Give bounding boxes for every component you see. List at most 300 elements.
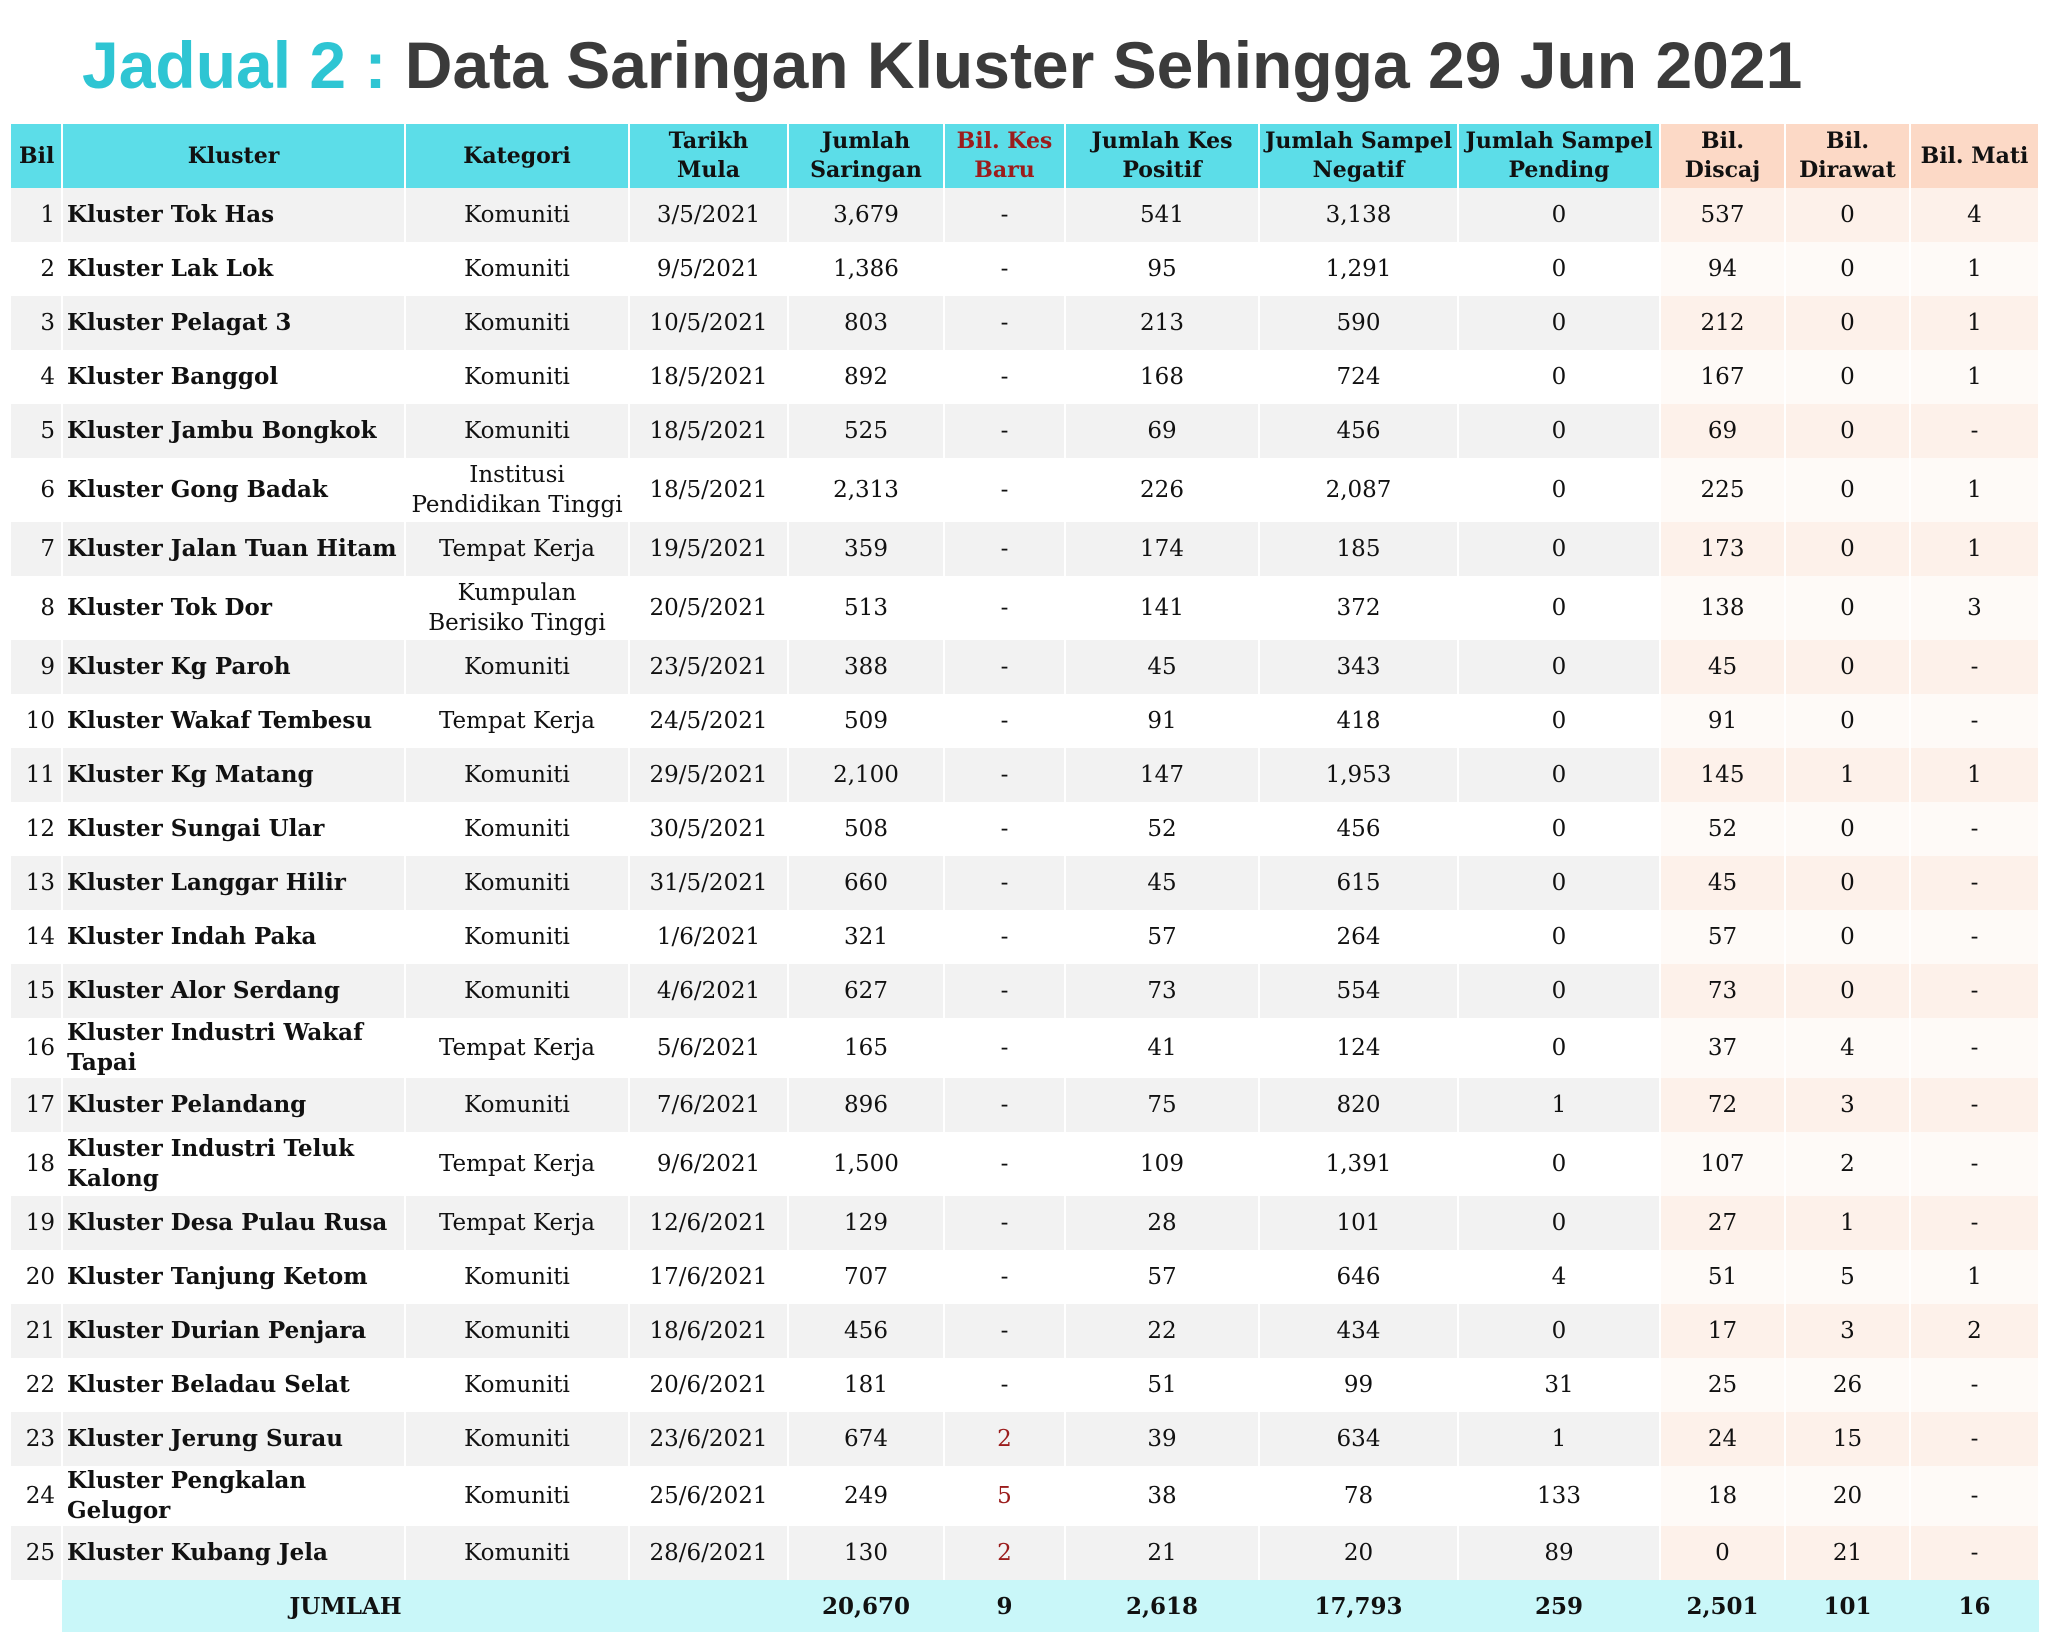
cell-kluster: Kluster Industri Teluk Kalong: [62, 1132, 405, 1196]
cell-bil-kes-baru: 5: [944, 1466, 1065, 1526]
cell-jumlah-kes-positif: 41: [1065, 1018, 1259, 1078]
cell-bil: 6: [11, 458, 62, 522]
table-row: [11, 964, 2039, 1018]
cell-bil-discaj: 212: [1660, 296, 1785, 350]
table-row: [11, 1304, 2039, 1358]
cell-jumlah-sampel-negatif: 554: [1259, 964, 1458, 1018]
cell-tarikh-mula: 3/5/2021: [629, 188, 788, 242]
table-row: [11, 576, 2039, 640]
cell-jumlah-sampel-pending: 0: [1458, 1132, 1660, 1196]
cell-jumlah-sampel-negatif: 634: [1259, 1412, 1458, 1466]
cell-jumlah-sampel-pending: 133: [1458, 1466, 1660, 1526]
cell-jumlah-kes-positif: 57: [1065, 1250, 1259, 1304]
cell-tarikh-mula: 20/5/2021: [629, 576, 788, 640]
col-header-bil-kes-baru: Bil. Kes Baru: [944, 124, 1065, 188]
cell-bil-dirawat: 0: [1785, 242, 1910, 296]
cell-kluster: Kluster Durian Penjara: [62, 1304, 405, 1358]
cell-jumlah-kes-positif: 57: [1065, 910, 1259, 964]
cell-jumlah-kes-positif: 541: [1065, 188, 1259, 242]
cell-bil-dirawat: 0: [1785, 964, 1910, 1018]
cell-jumlah-sampel-negatif: 99: [1259, 1358, 1458, 1412]
cell-jumlah-sampel-negatif: 646: [1259, 1250, 1458, 1304]
cell-kategori: Komuniti: [405, 242, 629, 296]
cell-bil-dirawat: 0: [1785, 296, 1910, 350]
total-spacer: [11, 1580, 62, 1632]
total-sampel-negatif: 17,793: [1259, 1580, 1458, 1632]
cell-kategori: Komuniti: [405, 1358, 629, 1412]
cell-jumlah-sampel-pending: 0: [1458, 1018, 1660, 1078]
col-header-bil-dirawat: Bil. Dirawat: [1785, 124, 1910, 188]
cell-bil-dirawat: 0: [1785, 576, 1910, 640]
cell-bil-dirawat: 0: [1785, 458, 1910, 522]
col-header-kategori: Kategori: [405, 124, 629, 188]
cell-tarikh-mula: 1/6/2021: [629, 910, 788, 964]
cell-jumlah-sampel-pending: 0: [1458, 964, 1660, 1018]
cell-tarikh-mula: 7/6/2021: [629, 1078, 788, 1132]
cell-jumlah-kes-positif: 168: [1065, 350, 1259, 404]
cell-kategori: Institusi Pendidikan Tinggi: [405, 458, 629, 522]
cell-kluster: Kluster Beladau Selat: [62, 1358, 405, 1412]
cell-bil-discaj: 173: [1660, 522, 1785, 576]
cell-jumlah-saringan: 130: [788, 1526, 944, 1580]
cell-bil: 25: [11, 1526, 62, 1580]
cell-bil-kes-baru: -: [944, 1250, 1065, 1304]
table-body: [11, 188, 2039, 1580]
cell-jumlah-kes-positif: 69: [1065, 404, 1259, 458]
cell-tarikh-mula: 18/5/2021: [629, 458, 788, 522]
cell-jumlah-kes-positif: 141: [1065, 576, 1259, 640]
cell-kategori: Tempat Kerja: [405, 694, 629, 748]
cell-bil: 10: [11, 694, 62, 748]
cell-bil-mati: -: [1910, 1078, 2039, 1132]
cell-bil-mati: 4: [1910, 188, 2039, 242]
cell-kluster: Kluster Gong Badak: [62, 458, 405, 522]
cell-jumlah-saringan: 896: [788, 1078, 944, 1132]
table-row: [11, 694, 2039, 748]
cell-tarikh-mula: 20/6/2021: [629, 1358, 788, 1412]
cell-bil-mati: 3: [1910, 576, 2039, 640]
cell-bil-mati: -: [1910, 1132, 2039, 1196]
cell-jumlah-sampel-pending: 0: [1458, 458, 1660, 522]
cell-bil: 8: [11, 576, 62, 640]
cell-bil-mati: 1: [1910, 1250, 2039, 1304]
cell-bil-discaj: 18: [1660, 1466, 1785, 1526]
cell-jumlah-kes-positif: 91: [1065, 694, 1259, 748]
cell-bil-dirawat: 26: [1785, 1358, 1910, 1412]
cell-bil-kes-baru: 2: [944, 1526, 1065, 1580]
cell-jumlah-kes-positif: 109: [1065, 1132, 1259, 1196]
cell-bil-discaj: 0: [1660, 1526, 1785, 1580]
cell-tarikh-mula: 5/6/2021: [629, 1018, 788, 1078]
cell-kluster: Kluster Banggol: [62, 350, 405, 404]
cell-kluster: Kluster Kg Matang: [62, 748, 405, 802]
cell-bil-dirawat: 3: [1785, 1078, 1910, 1132]
cell-jumlah-sampel-negatif: 3,138: [1259, 188, 1458, 242]
cell-jumlah-kes-positif: 45: [1065, 640, 1259, 694]
cell-bil-dirawat: 0: [1785, 910, 1910, 964]
table-row: [11, 1196, 2039, 1250]
cell-bil-dirawat: 2: [1785, 1132, 1910, 1196]
table-row: [11, 296, 2039, 350]
cell-bil-kes-baru: -: [944, 1132, 1065, 1196]
cell-tarikh-mula: 23/5/2021: [629, 640, 788, 694]
cell-bil-discaj: 107: [1660, 1132, 1785, 1196]
cell-jumlah-saringan: 627: [788, 964, 944, 1018]
cell-bil-mati: -: [1910, 640, 2039, 694]
table-header-row: [11, 124, 2039, 188]
cell-jumlah-saringan: 249: [788, 1466, 944, 1526]
title-prefix: Jadual 2 :: [82, 28, 387, 102]
cell-tarikh-mula: 31/5/2021: [629, 856, 788, 910]
cell-jumlah-saringan: 803: [788, 296, 944, 350]
cell-bil-kes-baru: -: [944, 242, 1065, 296]
total-sampel-pending: 259: [1458, 1580, 1660, 1632]
cell-bil-dirawat: 15: [1785, 1412, 1910, 1466]
cell-jumlah-sampel-negatif: 1,391: [1259, 1132, 1458, 1196]
table-row: [11, 802, 2039, 856]
cell-jumlah-kes-positif: 52: [1065, 802, 1259, 856]
cell-bil-kes-baru: -: [944, 748, 1065, 802]
table-row: [11, 910, 2039, 964]
cell-jumlah-sampel-pending: 0: [1458, 350, 1660, 404]
table-row: [11, 522, 2039, 576]
cell-tarikh-mula: 28/6/2021: [629, 1526, 788, 1580]
col-header-tarikh-mula: Tarikh Mula: [629, 124, 788, 188]
cell-bil-dirawat: 5: [1785, 1250, 1910, 1304]
cell-jumlah-saringan: 321: [788, 910, 944, 964]
total-kes-baru: 9: [944, 1580, 1065, 1632]
cell-bil-mati: 2: [1910, 1304, 2039, 1358]
cell-bil-mati: -: [1910, 964, 2039, 1018]
cell-bil-kes-baru: -: [944, 404, 1065, 458]
cell-bil: 11: [11, 748, 62, 802]
cell-bil-dirawat: 0: [1785, 856, 1910, 910]
cell-bil-kes-baru: -: [944, 350, 1065, 404]
table-row: [11, 1078, 2039, 1132]
cell-jumlah-saringan: 359: [788, 522, 944, 576]
cell-jumlah-saringan: 2,100: [788, 748, 944, 802]
cell-jumlah-saringan: 513: [788, 576, 944, 640]
cell-tarikh-mula: 23/6/2021: [629, 1412, 788, 1466]
cell-bil-kes-baru: -: [944, 640, 1065, 694]
cell-bil-dirawat: 20: [1785, 1466, 1910, 1526]
cell-bil-dirawat: 4: [1785, 1018, 1910, 1078]
cell-bil-discaj: 167: [1660, 350, 1785, 404]
cell-jumlah-sampel-pending: 1: [1458, 1078, 1660, 1132]
cell-jumlah-kes-positif: 147: [1065, 748, 1259, 802]
cell-kategori: Tempat Kerja: [405, 1018, 629, 1078]
cell-tarikh-mula: 18/5/2021: [629, 350, 788, 404]
cell-jumlah-saringan: 1,500: [788, 1132, 944, 1196]
table-row: [11, 748, 2039, 802]
cell-jumlah-sampel-negatif: 101: [1259, 1196, 1458, 1250]
cell-bil: 5: [11, 404, 62, 458]
cell-jumlah-saringan: 3,679: [788, 188, 944, 242]
cell-bil: 22: [11, 1358, 62, 1412]
cell-kluster: Kluster Indah Paka: [62, 910, 405, 964]
cell-jumlah-kes-positif: 38: [1065, 1466, 1259, 1526]
cell-tarikh-mula: 30/5/2021: [629, 802, 788, 856]
cell-jumlah-kes-positif: 45: [1065, 856, 1259, 910]
cell-jumlah-kes-positif: 39: [1065, 1412, 1259, 1466]
col-header-jumlah-kes-positif: Jumlah Kes Positif: [1065, 124, 1259, 188]
cell-kategori: Kumpulan Berisiko Tinggi: [405, 576, 629, 640]
cell-kategori: Komuniti: [405, 910, 629, 964]
cell-bil-dirawat: 0: [1785, 350, 1910, 404]
cell-bil-discaj: 45: [1660, 640, 1785, 694]
cell-bil-kes-baru: -: [944, 856, 1065, 910]
cell-jumlah-sampel-negatif: 372: [1259, 576, 1458, 640]
col-header-jumlah-sampel-pending: Jumlah Sampel Pending: [1458, 124, 1660, 188]
cell-tarikh-mula: 18/5/2021: [629, 404, 788, 458]
cell-kategori: Komuniti: [405, 404, 629, 458]
col-header-kluster: Kluster: [62, 124, 405, 188]
cell-bil-mati: 1: [1910, 522, 2039, 576]
cell-kategori: Komuniti: [405, 188, 629, 242]
cell-tarikh-mula: 24/5/2021: [629, 694, 788, 748]
cell-tarikh-mula: 19/5/2021: [629, 522, 788, 576]
table-row: [11, 1132, 2039, 1196]
cell-jumlah-saringan: 456: [788, 1304, 944, 1358]
cell-jumlah-sampel-negatif: 264: [1259, 910, 1458, 964]
cell-bil-mati: -: [1910, 856, 2039, 910]
cell-bil-kes-baru: -: [944, 1018, 1065, 1078]
cell-jumlah-sampel-pending: 0: [1458, 576, 1660, 640]
cell-jumlah-saringan: 2,313: [788, 458, 944, 522]
cell-bil-discaj: 45: [1660, 856, 1785, 910]
cell-bil-dirawat: 3: [1785, 1304, 1910, 1358]
cell-jumlah-sampel-pending: 0: [1458, 522, 1660, 576]
total-dirawat: 101: [1785, 1580, 1910, 1632]
cell-kategori: Komuniti: [405, 1466, 629, 1526]
cell-bil-mati: 1: [1910, 296, 2039, 350]
table-row: [11, 1018, 2039, 1078]
cell-jumlah-sampel-pending: 31: [1458, 1358, 1660, 1412]
cell-bil-kes-baru: 2: [944, 1412, 1065, 1466]
cell-bil-mati: -: [1910, 1358, 2039, 1412]
cell-jumlah-saringan: 165: [788, 1018, 944, 1078]
cell-jumlah-sampel-negatif: 343: [1259, 640, 1458, 694]
table-row: [11, 350, 2039, 404]
cell-bil: 23: [11, 1412, 62, 1466]
col-header-jumlah-saringan: Jumlah Saringan: [788, 124, 944, 188]
cell-jumlah-kes-positif: 213: [1065, 296, 1259, 350]
cell-bil-kes-baru: -: [944, 694, 1065, 748]
cell-bil: 21: [11, 1304, 62, 1358]
cell-bil-discaj: 51: [1660, 1250, 1785, 1304]
cell-kluster: Kluster Jalan Tuan Hitam: [62, 522, 405, 576]
cell-bil-kes-baru: -: [944, 910, 1065, 964]
cell-bil-mati: -: [1910, 1018, 2039, 1078]
cell-bil-kes-baru: -: [944, 296, 1065, 350]
total-kes-positif: 2,618: [1065, 1580, 1259, 1632]
cell-kluster: Kluster Pengkalan Gelugor: [62, 1466, 405, 1526]
cell-bil: 14: [11, 910, 62, 964]
cell-kategori: Komuniti: [405, 964, 629, 1018]
cell-bil-kes-baru: -: [944, 576, 1065, 640]
cell-bil-kes-baru: -: [944, 1358, 1065, 1412]
cell-kluster: Kluster Lak Lok: [62, 242, 405, 296]
cell-kategori: Komuniti: [405, 640, 629, 694]
cell-kategori: Komuniti: [405, 1078, 629, 1132]
cell-bil: 7: [11, 522, 62, 576]
cell-bil-kes-baru: -: [944, 802, 1065, 856]
cell-kluster: Kluster Wakaf Tembesu: [62, 694, 405, 748]
cell-kategori: Komuniti: [405, 1526, 629, 1580]
cell-kluster: Kluster Tok Dor: [62, 576, 405, 640]
cell-jumlah-sampel-pending: 0: [1458, 242, 1660, 296]
total-mati: 16: [1910, 1580, 2039, 1632]
table-row: [11, 1358, 2039, 1412]
cell-bil-discaj: 94: [1660, 242, 1785, 296]
table-row: [11, 458, 2039, 522]
col-header-jumlah-sampel-negatif: Jumlah Sampel Negatif: [1259, 124, 1458, 188]
cell-jumlah-sampel-pending: 0: [1458, 910, 1660, 964]
cell-jumlah-sampel-pending: 0: [1458, 694, 1660, 748]
cell-jumlah-sampel-pending: 0: [1458, 1304, 1660, 1358]
table-row: [11, 856, 2039, 910]
cell-jumlah-sampel-negatif: 590: [1259, 296, 1458, 350]
cell-bil-dirawat: 1: [1785, 748, 1910, 802]
cell-jumlah-sampel-pending: 1: [1458, 1412, 1660, 1466]
cell-bil-dirawat: 0: [1785, 522, 1910, 576]
cell-jumlah-saringan: 525: [788, 404, 944, 458]
cell-bil-dirawat: 0: [1785, 802, 1910, 856]
cell-tarikh-mula: 18/6/2021: [629, 1304, 788, 1358]
cell-kluster: Kluster Tanjung Ketom: [62, 1250, 405, 1304]
cell-bil: 3: [11, 296, 62, 350]
cell-bil-mati: -: [1910, 1526, 2039, 1580]
table-row: [11, 242, 2039, 296]
cell-jumlah-saringan: 660: [788, 856, 944, 910]
cell-kategori: Komuniti: [405, 350, 629, 404]
total-discaj: 2,501: [1660, 1580, 1785, 1632]
cell-jumlah-sampel-pending: 0: [1458, 188, 1660, 242]
cell-bil-discaj: 138: [1660, 576, 1785, 640]
cell-jumlah-sampel-pending: 0: [1458, 640, 1660, 694]
cell-jumlah-sampel-negatif: 20: [1259, 1526, 1458, 1580]
cell-jumlah-saringan: 707: [788, 1250, 944, 1304]
cluster-table: [11, 124, 2040, 1632]
cell-jumlah-sampel-negatif: 1,291: [1259, 242, 1458, 296]
cell-jumlah-sampel-pending: 0: [1458, 1196, 1660, 1250]
cell-kategori: Komuniti: [405, 1304, 629, 1358]
cell-bil-discaj: 57: [1660, 910, 1785, 964]
cell-jumlah-kes-positif: 174: [1065, 522, 1259, 576]
cell-bil-kes-baru: -: [944, 522, 1065, 576]
cell-kluster: Kluster Jambu Bongkok: [62, 404, 405, 458]
cell-bil-discaj: 145: [1660, 748, 1785, 802]
cell-kluster: Kluster Kg Paroh: [62, 640, 405, 694]
table-row: [11, 640, 2039, 694]
cell-bil-discaj: 52: [1660, 802, 1785, 856]
cell-bil-discaj: 91: [1660, 694, 1785, 748]
cell-jumlah-kes-positif: 73: [1065, 964, 1259, 1018]
col-header-bil: Bil: [11, 124, 62, 188]
total-label: JUMLAH: [62, 1580, 629, 1632]
title-main: Data Saringan Kluster Sehingga 29 Jun 2021: [404, 28, 1803, 102]
cell-bil-dirawat: 0: [1785, 404, 1910, 458]
cell-kategori: Komuniti: [405, 296, 629, 350]
cell-bil-mati: -: [1910, 694, 2039, 748]
cell-kategori: Komuniti: [405, 748, 629, 802]
cell-tarikh-mula: 25/6/2021: [629, 1466, 788, 1526]
cell-bil-discaj: 25: [1660, 1358, 1785, 1412]
cell-bil-kes-baru: -: [944, 1078, 1065, 1132]
cell-jumlah-sampel-negatif: 185: [1259, 522, 1458, 576]
table-row: [11, 1466, 2039, 1526]
cell-jumlah-sampel-negatif: 820: [1259, 1078, 1458, 1132]
cell-kategori: Tempat Kerja: [405, 522, 629, 576]
cell-bil-discaj: 17: [1660, 1304, 1785, 1358]
cell-bil: 15: [11, 964, 62, 1018]
cell-bil-kes-baru: -: [944, 458, 1065, 522]
total-tarikh: [629, 1580, 788, 1632]
cell-kluster: Kluster Tok Has: [62, 188, 405, 242]
cell-kluster: Kluster Kubang Jela: [62, 1526, 405, 1580]
cell-bil: 2: [11, 242, 62, 296]
cell-bil-mati: 1: [1910, 242, 2039, 296]
col-header-bil-discaj: Bil. Discaj: [1660, 124, 1785, 188]
cell-jumlah-saringan: 892: [788, 350, 944, 404]
cell-jumlah-sampel-negatif: 124: [1259, 1018, 1458, 1078]
cell-kategori: Komuniti: [405, 1412, 629, 1466]
cell-bil-discaj: 69: [1660, 404, 1785, 458]
total-saringan: 20,670: [788, 1580, 944, 1632]
cell-jumlah-saringan: 508: [788, 802, 944, 856]
cell-kluster: Kluster Sungai Ular: [62, 802, 405, 856]
cell-jumlah-kes-positif: 22: [1065, 1304, 1259, 1358]
cell-bil-kes-baru: -: [944, 1304, 1065, 1358]
cell-kategori: Tempat Kerja: [405, 1132, 629, 1196]
cell-bil-kes-baru: -: [944, 1196, 1065, 1250]
cell-bil: 20: [11, 1250, 62, 1304]
cell-kategori: Tempat Kerja: [405, 1196, 629, 1250]
cell-bil-dirawat: 0: [1785, 640, 1910, 694]
cell-bil: 4: [11, 350, 62, 404]
cell-bil-mati: -: [1910, 910, 2039, 964]
col-header-bil-mati: Bil. Mati: [1910, 124, 2039, 188]
cell-bil-dirawat: 0: [1785, 188, 1910, 242]
cell-bil: 1: [11, 188, 62, 242]
cell-tarikh-mula: 4/6/2021: [629, 964, 788, 1018]
cell-bil-mati: -: [1910, 802, 2039, 856]
total-row: [11, 1580, 2039, 1632]
cell-jumlah-kes-positif: 28: [1065, 1196, 1259, 1250]
cell-jumlah-saringan: 674: [788, 1412, 944, 1466]
cell-jumlah-sampel-negatif: 456: [1259, 802, 1458, 856]
cell-kluster: Kluster Industri Wakaf Tapai: [62, 1018, 405, 1078]
cell-tarikh-mula: 17/6/2021: [629, 1250, 788, 1304]
cell-bil-mati: 1: [1910, 748, 2039, 802]
cell-bil: 9: [11, 640, 62, 694]
cell-bil-dirawat: 21: [1785, 1526, 1910, 1580]
cell-jumlah-kes-positif: 95: [1065, 242, 1259, 296]
cell-jumlah-saringan: 509: [788, 694, 944, 748]
cell-bil-discaj: 37: [1660, 1018, 1785, 1078]
cell-kategori: Komuniti: [405, 802, 629, 856]
cell-jumlah-kes-positif: 226: [1065, 458, 1259, 522]
cell-bil: 12: [11, 802, 62, 856]
cell-kluster: Kluster Desa Pulau Rusa: [62, 1196, 405, 1250]
cell-jumlah-sampel-pending: 0: [1458, 856, 1660, 910]
cell-jumlah-sampel-pending: 0: [1458, 748, 1660, 802]
table-row: [11, 404, 2039, 458]
cell-jumlah-sampel-pending: 0: [1458, 404, 1660, 458]
cell-jumlah-saringan: 129: [788, 1196, 944, 1250]
cell-bil-mati: -: [1910, 1412, 2039, 1466]
cell-bil-mati: 1: [1910, 458, 2039, 522]
